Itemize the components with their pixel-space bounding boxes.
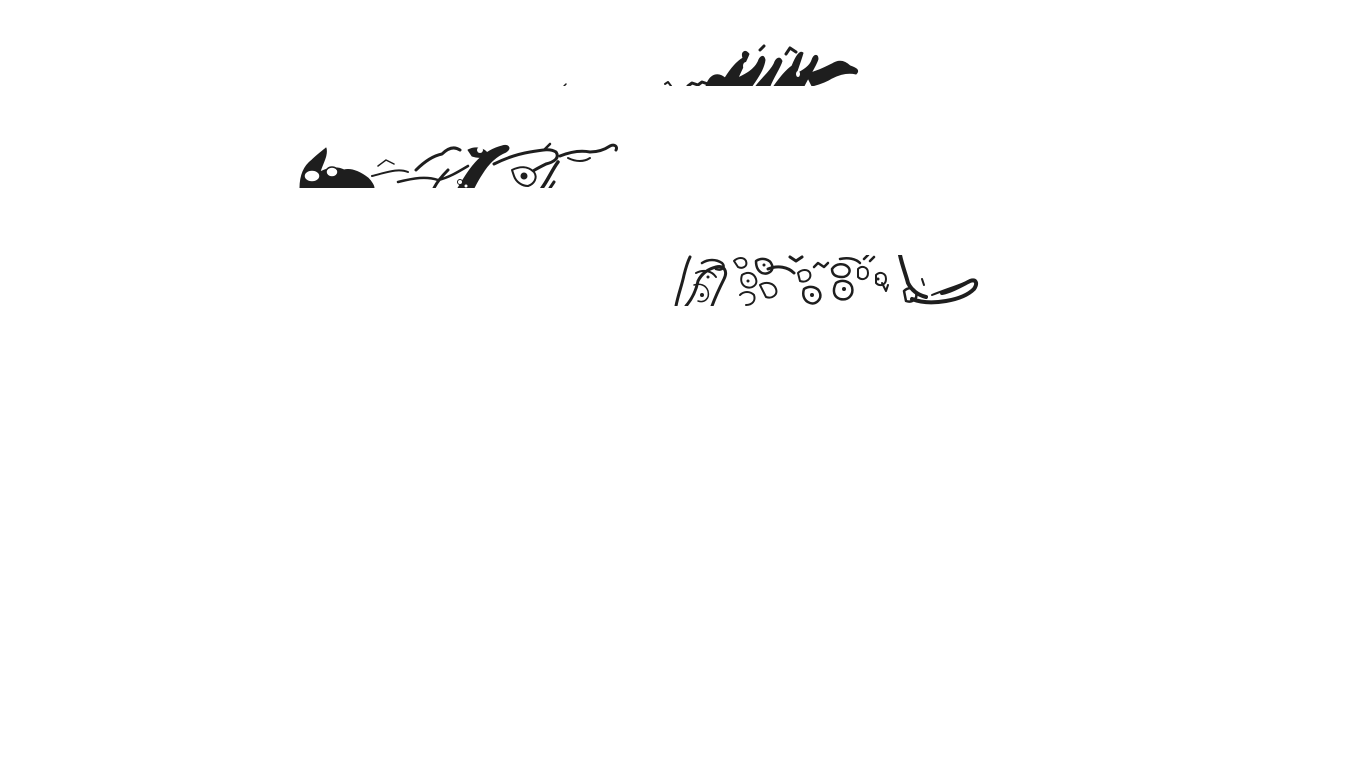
tangled-branches-icon xyxy=(298,142,620,188)
branch-silhouette-fragment xyxy=(560,44,865,86)
branch-silhouette-icon xyxy=(560,44,865,86)
coral-cluster-fragment xyxy=(672,255,984,306)
coral-cluster-icon xyxy=(672,255,984,306)
tangled-branches-fragment xyxy=(298,142,620,188)
